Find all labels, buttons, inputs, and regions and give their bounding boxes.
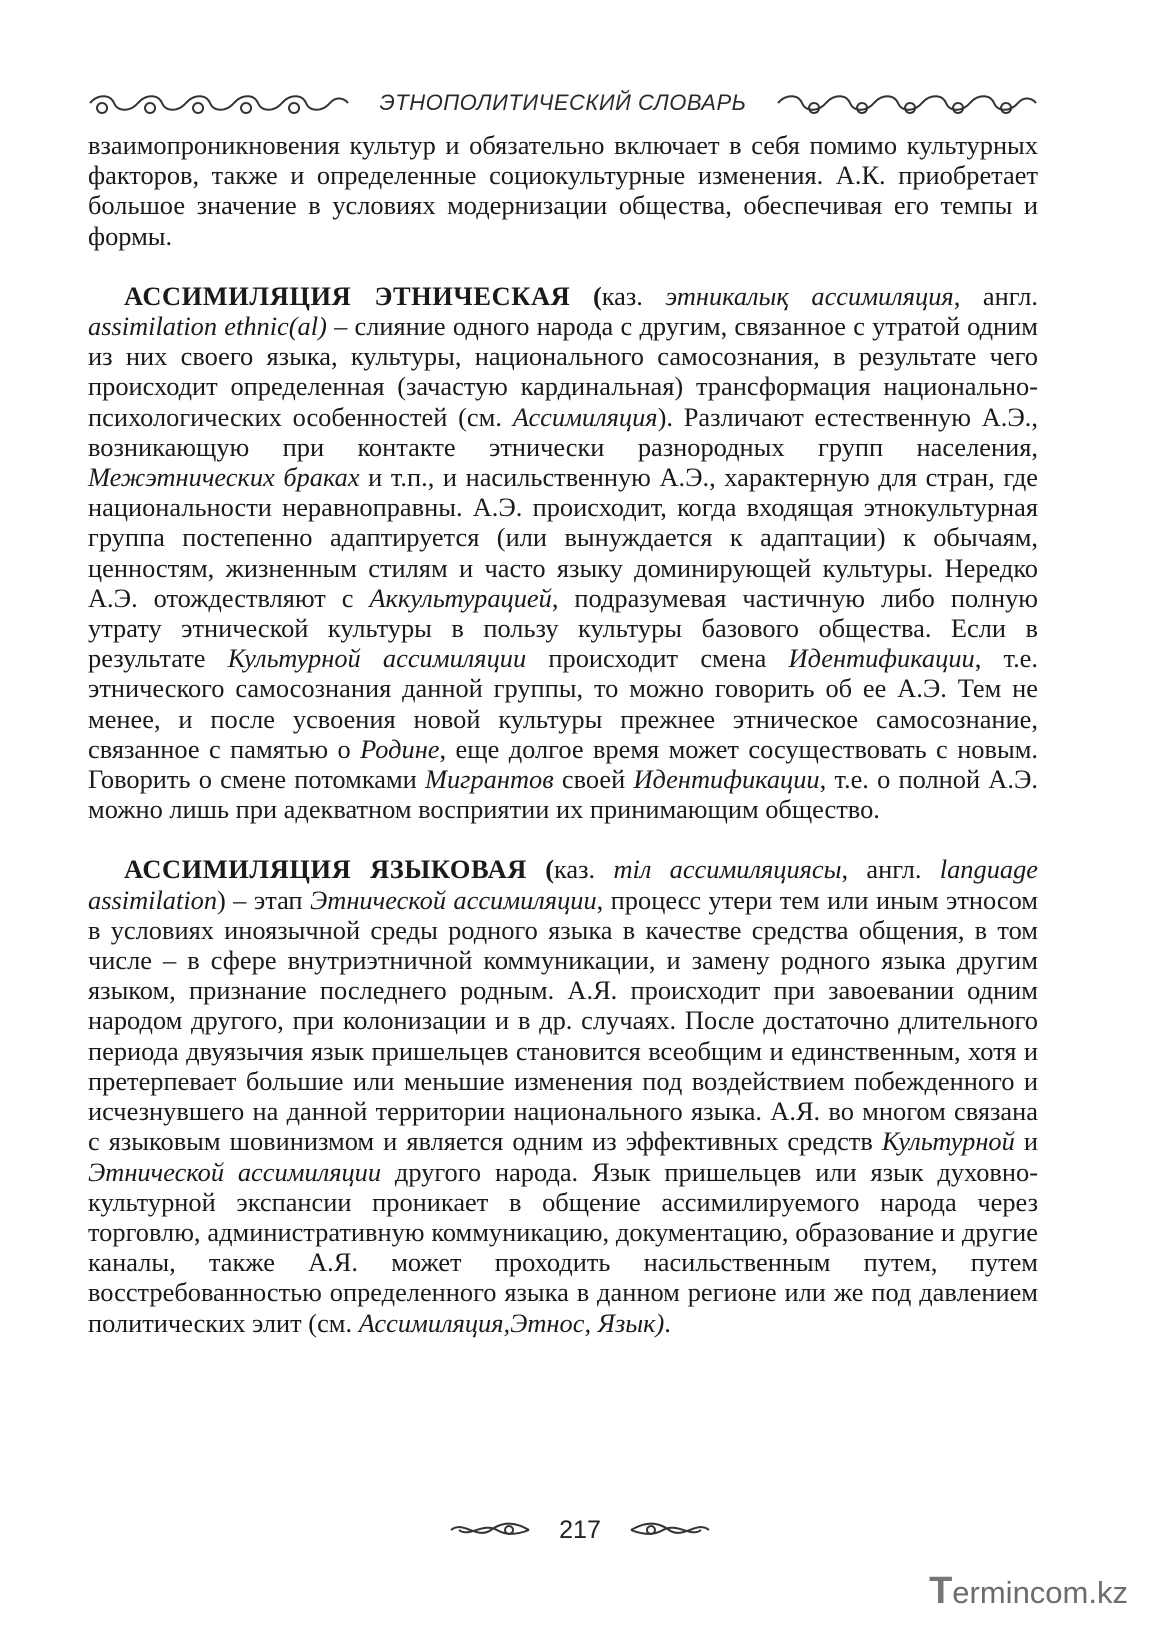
running-title: ЭТНОПОЛИТИЧЕСКИЙ СЛОВАРЬ xyxy=(379,90,747,115)
entry-text: – слияние одного народа с другим, связанное с утратой одним из них своего языка, культуры, национального самосознания, в результате чего происходит определенная (зачастую кардинальная) трансформация национально-психологических особенностей (см. xyxy=(88,311,1038,432)
page-body xyxy=(88,130,1038,1338)
page-footer xyxy=(420,1510,740,1550)
cross-reference: Межэтнических браках xyxy=(88,462,360,493)
entry-text: происходит смена xyxy=(526,643,789,674)
entry-text: и xyxy=(1014,1126,1038,1157)
cross-reference: Мигрантов xyxy=(425,764,554,795)
cross-reference: Идентификации xyxy=(633,764,820,795)
cross-reference: Этнической ассимиляции xyxy=(88,1156,382,1187)
cross-reference: Культурной xyxy=(881,1126,1015,1157)
cross-reference: Культурной ассимиляции xyxy=(227,643,527,674)
kaz-term: тіл ассимиляциясы xyxy=(613,854,842,885)
entry-text: ) – этап xyxy=(217,884,310,915)
page-number: 217 xyxy=(559,1515,601,1544)
entry-text: и т.п., и насильственную А.Э., характерную для стран, где национальности неравноправны. А.Э. происходит, когда входящая этнокультурная группа постепенно адаптируется (или вынуждается к адаптации) к обычаям, ценностям, жизненным стилям и часто языку доминирующей культуры. Нередко А.Э. отождествляют с xyxy=(88,462,1038,613)
entry-ethnic-assimilation xyxy=(88,281,1038,825)
watermark-text: ermincom.kz xyxy=(952,1575,1128,1610)
entry-text: , еще долгое время может сосуществовать с новым. Говорить о смене потомками xyxy=(88,733,1038,795)
entry-text: , подразумевая частичную либо полную утрату этнической культуры в пользу культуры базового общества. Если в результате xyxy=(88,582,1038,674)
open-paren: ( xyxy=(570,280,602,311)
entry-text: . xyxy=(664,1307,671,1338)
entry-text: , процесс утери тем или иным этносом в условиях иноязычной среды родного языка в качестве средства общения, в том числе – в сфере внутриэтничной коммуникации, и замену родного языка другим языком, признание последнего родным. А.Я. происходит при завоевании одним народом другого, при колонизации и в др. случаях. После достаточно длительного периода двуязычия язык пришельцев становится всеобщим и единственным, хотя и претерпевает большие или меньшие изменения под воздействием побежденного и исчезнувшего на данной территории национального языка. А.Я. во многом связана с языковым шовинизмом и является одним из эффективных средств xyxy=(88,884,1038,1157)
cross-reference: Идентификации xyxy=(788,643,975,674)
eng-term: assimilation ethnic(al) xyxy=(88,311,327,342)
kaz-label: каз. xyxy=(554,854,614,885)
eng-label: , англ. xyxy=(953,280,1038,311)
cross-reference: Ассимиляция,Этнос, Язык) xyxy=(358,1307,665,1338)
intro-paragraph: взаимопроникновения культур и обязательно включает в себя помимо культурных факторов, также и определенные социокультурные изменения. А.К. приобретает большое значение в условиях модернизации общества, обеспечивая его темпы и формы. xyxy=(88,130,1038,251)
watermark-initial: T xyxy=(929,1570,953,1612)
cross-reference: Ассимиляция xyxy=(512,401,658,432)
eng-term: language assimilation xyxy=(88,854,1038,915)
cross-reference: Этнической ассимиляции xyxy=(309,884,597,915)
cross-reference: Аккультурацией xyxy=(369,582,552,613)
termincom-watermark xyxy=(929,1570,1128,1613)
entry-text: своей xyxy=(553,764,634,795)
entry-text: , т.е. этнического самосознания данной группы, то можно говорить об ее А.Э. Тем не менее, и после усвоения новой культуры прежнее этническое самосознание, связанное с памятью о xyxy=(88,643,1038,764)
entry-term: АССИМИЛЯЦИЯ ЯЗЫКОВАЯ xyxy=(124,854,527,885)
kazakh-ornament-right-icon xyxy=(776,92,1038,114)
cross-reference: Родине xyxy=(360,733,440,764)
eng-label: , англ. xyxy=(841,854,940,885)
kaz-label: каз. xyxy=(601,280,666,311)
running-header xyxy=(88,88,1038,118)
kaz-term: этникалық ассимиляция xyxy=(665,280,954,311)
kazakh-ornament-left-icon xyxy=(88,92,350,114)
entry-term: АССИМИЛЯЦИЯ ЭТНИЧЕСКАЯ xyxy=(124,280,571,311)
scroll-flourish-right-icon xyxy=(629,1518,711,1542)
entry-text: ). Различают естественную А.Э., возникающую при контакте этнически разнородных групп населения, xyxy=(88,401,1039,462)
entry-language-assimilation xyxy=(88,854,1038,1337)
entry-text: другого народа. Язык пришельцев или язык духовно-культурной экспансии проникает в общение ассимилируемого народа через торговлю, административную коммуникацию, документацию, образование и другие каналы, также А.Я. может проходить насильственным путем, путем восстребованностью определенного языка в данном регионе или же под давлением политических элит (см. xyxy=(88,1156,1038,1338)
entry-text: , т.е. о полной А.Э. можно лишь при адекватном восприятии их принимающим общество. xyxy=(88,764,1038,825)
open-paren: ( xyxy=(526,854,554,885)
scroll-flourish-left-icon xyxy=(449,1518,531,1542)
